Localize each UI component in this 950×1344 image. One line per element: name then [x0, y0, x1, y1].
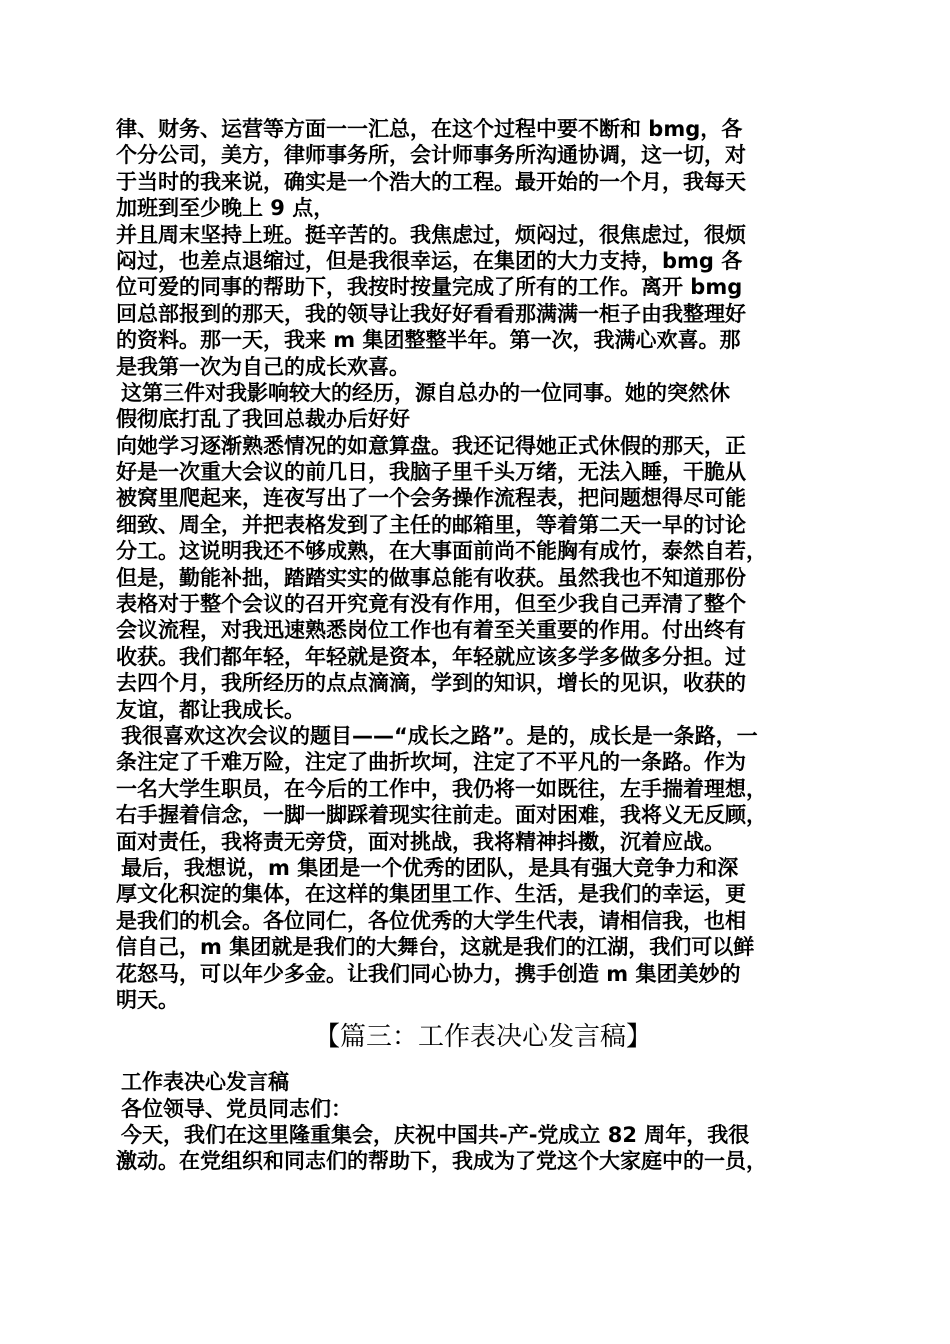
text-line: 但是，勤能补拙，踏踏实实的做事总能有收获。虽然我也不知道那份: [116, 565, 746, 590]
section-body-text: [116, 1069, 850, 1175]
text-line: 细致、周全，并把表格发到了主任的邮箱里，等着第二天一早的讨论: [116, 512, 746, 537]
text-line: 厚文化积淀的集体，在这样的集团里工作、生活，是我们的幸运，更: [116, 882, 746, 907]
text-line: 会议流程，对我迅速熟悉岗位工作也有着至关重要的作用。付出终有: [116, 618, 746, 643]
text-line: 回总部报到的那天，我的领导让我好好看看那满满一柜子由我整理好: [116, 301, 746, 326]
text-line: 友谊，都让我成长。: [116, 697, 305, 722]
text-line: 位可爱的同事的帮助下，我按时按量完成了所有的工作。离开 bmg: [116, 275, 743, 300]
text-line: 这第三件对我影响较大的经历，源自总办的一位同事。她的突然休: [121, 380, 730, 405]
text-line: 右手握着信念，一脚一脚踩着现实往前走。面对困难，我将义无反顾，: [116, 803, 767, 828]
section-title: 【篇三：工作表决心发言稿】: [313, 1022, 652, 1053]
text-line: 花怒马，可以年少多金。让我们同心协力，携手创造 m 集团美妙的: [116, 961, 741, 986]
text-line: 明天。: [116, 987, 179, 1012]
text-line: 好是一次重大会议的前几日，我脑子里千头万绪，无法入睡，干脆从: [116, 460, 746, 485]
text-line: 收获。我们都年轻，年轻就是资本，年轻就应该多学多做多分担。过: [116, 644, 746, 669]
paragraph: [116, 1096, 850, 1122]
text-line: 向她学习逐渐熟悉情况的如意算盘。我还记得她正式休假的那天，正: [116, 433, 746, 458]
text-line: 今天，我们在这里隆重集会，庆祝中国共-产-党成立 82 周年，我很: [121, 1123, 750, 1148]
paragraph: [116, 116, 850, 222]
text-line: 被窝里爬起来，连夜写出了一个会务操作流程表，把问题想得尽可能: [116, 486, 746, 511]
text-line: 是我第一次为自己的成长欢喜。: [116, 354, 410, 379]
text-line: 表格对于整个会议的召开究竟有没有作用，但至少我自己弄清了整个: [116, 592, 746, 617]
text-line: 信自己，m 集团就是我们的大舞台，这就是我们的江湖，我们可以鲜: [116, 935, 755, 960]
document-page: [116, 116, 850, 1175]
text-line: 律、财务、运营等方面一一汇总，在这个过程中要不断和 bmg，各: [116, 117, 743, 141]
text-line: 面对责任，我将责无旁贷，面对挑战，我将精神抖擞，沉着应战。: [116, 829, 725, 854]
text-line: 于当时的我来说，确实是一个浩大的工程。最开始的一个月，我每天: [116, 169, 746, 194]
text-line: 分工。这说明我还不够成熟，在大事面前尚不能胸有成竹，泰然自若，: [116, 539, 767, 564]
text-line: 个分公司，美方，律师事务所，会计师事务所沟通协调，这一切，对: [116, 143, 746, 168]
paragraph: [116, 433, 850, 723]
text-line: 并且周末坚持上班。挺辛苦的。我焦虑过，烦闷过，很焦虑过，很烦: [116, 222, 746, 247]
paragraph: [116, 380, 850, 433]
text-line: 我很喜欢这次会议的题目——“成长之路”。是的，成长是一条路，一: [121, 723, 758, 748]
text-line: 最后，我想说，m 集团是一个优秀的团队，是具有强大竞争力和深: [121, 855, 739, 880]
body-text: [116, 116, 850, 1013]
text-line: 闷过，也差点退缩过，但是我很幸运，在集团的大力支持，bmg 各: [116, 248, 743, 273]
text-line: 激动。在党组织和同志们的帮助下，我成为了党这个大家庭中的一员，: [116, 1149, 767, 1174]
text-line: 各位领导、党员同志们：: [121, 1096, 352, 1121]
text-line: 的资料。那一天，我来 m 集团整整半年。第一次，我满心欢喜。那: [116, 328, 741, 353]
text-line: 是我们的机会。各位同仁，各位优秀的大学生代表，请相信我，也相: [116, 908, 746, 933]
text-line: 一名大学生职员，在今后的工作中，我仍将一如既往，左手揣着理想，: [116, 776, 767, 801]
text-line: 去四个月，我所经历的点点滴滴，学到的知识，增长的见识，收获的: [116, 671, 746, 696]
text-line: 假彻底打乱了我回总裁办后好好: [116, 407, 410, 432]
paragraph: [116, 1069, 850, 1095]
paragraph: [116, 1122, 850, 1175]
text-line: 条注定了千难万险，注定了曲折坎坷，注定了不平凡的一条路。作为: [116, 750, 746, 775]
paragraph: [116, 855, 850, 1013]
paragraph: [116, 723, 850, 855]
text-line: 加班到至少晚上 9 点，: [116, 196, 335, 221]
text-line: 工作表决心发言稿: [121, 1070, 289, 1095]
paragraph: [116, 222, 850, 380]
